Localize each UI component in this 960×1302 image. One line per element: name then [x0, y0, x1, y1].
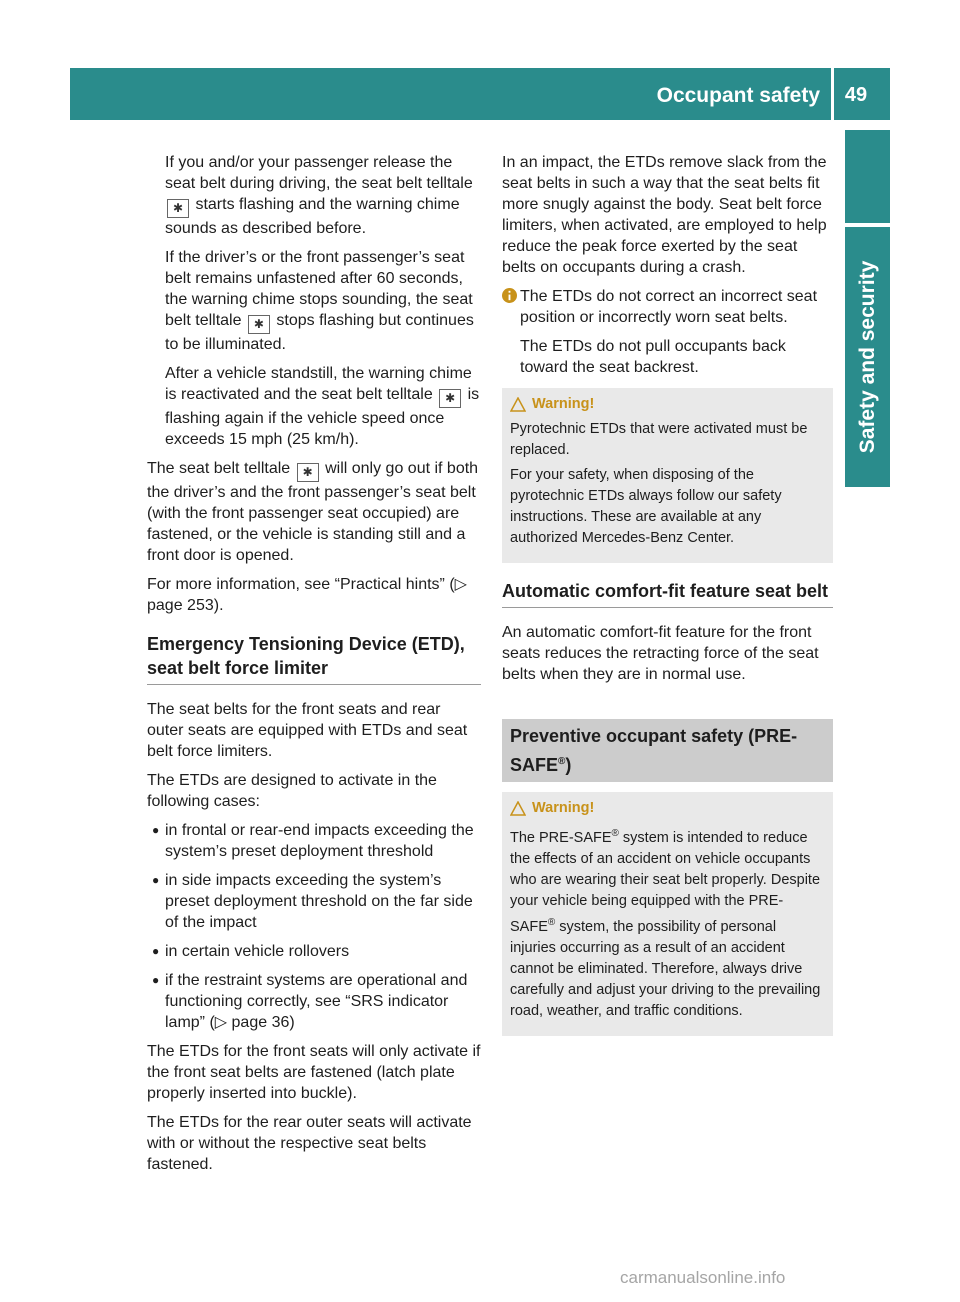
- paragraph: If the driver’s or the front passenger’s seat belt remains unfastened after 60 seconds, the warning chime stops sounding, the seat belt telltale ✱ stops flashing but continues to be illuminated.: [165, 249, 474, 353]
- warning-triangle-icon: [510, 397, 526, 412]
- heading-etd: Emergency Tensioning Device (ETD), seat belt force limiter: [147, 632, 481, 685]
- paragraph: The seat belts for the front seats and rear outer seats are equipped with ETDs and seat belt force limiters.: [147, 701, 468, 760]
- list-item: ● in certain vehicle rollovers: [152, 943, 350, 960]
- seat-belt-telltale-icon: ✱: [167, 199, 189, 218]
- watermark: carmanualsonline.info: [620, 1268, 786, 1287]
- info-icon: [502, 288, 517, 303]
- warning-box: Warning! The PRE-SAFE® system is intended to reduce the effects of an accident on vehicle occupants who are wearing their seat belt properly. Despite your vehicle being equipped with the PRE-SAFE® system, the possibility of personal injuries occurring as a result of an accident cannot be eliminated. Therefore, always drive carefully and adjust your driving to the prevailing road, weather, and traffic conditions.: [502, 792, 833, 1036]
- list-item: ● in side impacts exceeding the system’s preset deployment threshold on the far side of the impact: [152, 872, 473, 931]
- paragraph: In an impact, the ETDs remove slack from the seat belts in such a way that the seat belts fit more snugly against the body. Seat belt force limiters, when activated, are employed to help reduce the peak force exerted by the seat belts on occupants during a crash.: [502, 154, 827, 276]
- right-column: [502, 152, 833, 1052]
- paragraph: After a vehicle standstill, the warning chime is reactivated and the seat belt telltale ✱ is flashing again if the vehicle speed once exceeds 15 mph (25 km/h).: [165, 365, 480, 448]
- list-item: ● if the restraint systems are operational and functioning correctly, see “SRS indicator lamp” (▷ page 36): [152, 972, 468, 1031]
- list-item: ● in frontal or rear-end impacts exceeding the system’s preset deployment threshold: [152, 822, 474, 860]
- seat-belt-telltale-icon: ✱: [297, 463, 319, 482]
- left-column: [147, 152, 481, 1183]
- paragraph: The ETDs for the front seats will only activate if the front seat belts are fastened (latch plate properly inserted into buckle).: [147, 1043, 481, 1102]
- section-heading-pre-safe: Preventive occupant safety (PRE-SAFE®): [502, 719, 833, 782]
- page-section-title: Occupant safety: [656, 84, 820, 107]
- seat-belt-telltale-icon: ✱: [248, 315, 270, 334]
- paragraph: An automatic comfort-fit feature for the front seats reduces the retracting force of the seat belts when they are in normal use.: [502, 624, 819, 683]
- page-number: 49: [844, 84, 868, 106]
- heading-comfort-fit: Automatic comfort-fit feature seat belt: [502, 579, 833, 608]
- info-note: The ETDs do not correct an incorrect seat position or incorrectly worn seat belts. The ETDs do not pull occupants back toward the seat backrest.: [502, 286, 833, 378]
- paragraph: The ETDs for the rear outer seats will activate with or without the respective seat belts fastened.: [147, 1114, 472, 1173]
- side-chapter-label: Safety and security: [855, 260, 879, 454]
- seat-belt-telltale-icon: ✱: [439, 389, 461, 408]
- warning-triangle-icon: [510, 801, 526, 816]
- paragraph: For more information, see “Practical hints” (▷ page 253).: [147, 576, 467, 614]
- side-color-block: [845, 130, 890, 223]
- paragraph: The seat belt telltale ✱ will only go out if both the driver’s and the front passenger’s seat belt (with the front passenger seat occupied) are fastened, or the vehicle is standing still and a front door is opened.: [147, 460, 479, 564]
- paragraph: The ETDs are designed to activate in the following cases:: [147, 772, 437, 810]
- paragraph: If you and/or your passenger release the seat belt during driving, the seat belt telltale ✱ starts flashing and the warning chime sounds as described before.: [165, 154, 473, 237]
- warning-box: Warning! Pyrotechnic ETDs that were activated must be replaced. For your safety, when disposing of the pyrotechnic ETDs always follow our safety instructions. These are available at any authorized Mercedes-Benz Center.: [502, 388, 833, 563]
- side-chapter-tab: [845, 227, 890, 487]
